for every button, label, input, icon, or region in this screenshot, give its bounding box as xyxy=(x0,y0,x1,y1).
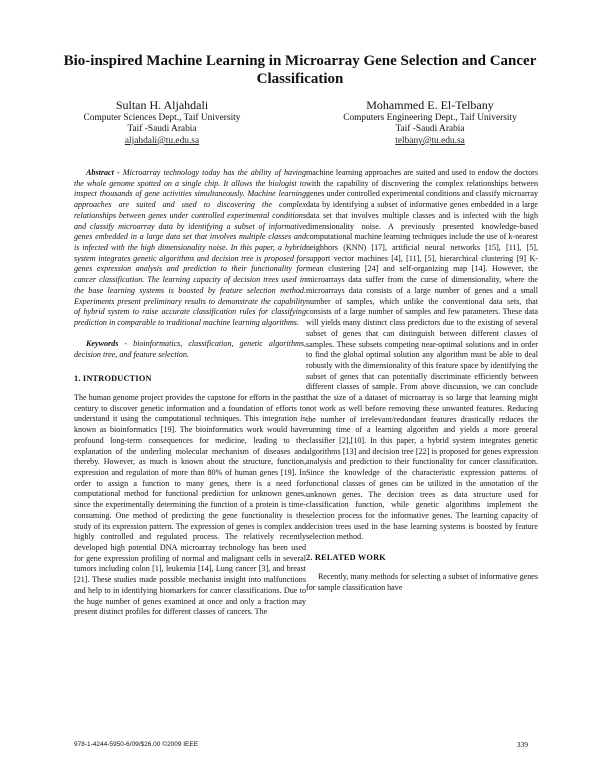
left-column xyxy=(74,168,306,618)
abstract-text: Microarray technology today has the ability of having the whole genome spotted on a single chip. It allows the biologist to inspect thousands of gene activities simultaneously. Machine learning approaches are suited and used to discovering the complex relationships between genes under controlled experimental conditions and classify microarray data by identifying a subset of informative genes embedded in a large data set that involves multiple classes and is infected with the high dimensionality noise. In this paper, a hybrid system integrates genetic algorithms and decision tree is proposed for genes expression analysis and prediction to their functionality for cancer classification. The learning capacity of decision trees used in the base learning systems is boosted by feature selection method. Experiments present preliminary results to demonstrate the capability of hybrid system to raise accurate classification rules for classifying prediction in comparable to traditional machine learning algorithms. xyxy=(74,168,306,328)
paper-title: Bio-inspired Machine Learning in Microarray Gene Selection and Cancer Classification xyxy=(63,53,537,87)
author-affiliation: Computers Engineering Dept., Taif University xyxy=(343,113,517,123)
author-block-2 xyxy=(320,98,540,147)
related-work-paragraph: Recently, many methods for selecting a subset of informative genes for sample classification have xyxy=(306,571,538,592)
author-email[interactable]: telbany@tu.edu.sa xyxy=(395,135,465,146)
page-number: 339 xyxy=(516,740,528,749)
footer-copyright: 978-1-4244-5950-6/09/$26.00 ©2009 IEEE xyxy=(74,741,199,748)
author-name: Mohammed E. El-Telbany xyxy=(366,98,494,112)
keywords-text: bioinformatics, classification, genetic algorithms, decision tree, and feature selection. xyxy=(74,338,307,359)
abstract xyxy=(74,168,306,329)
author-email[interactable]: aljahdali@tu.edu.sa xyxy=(124,135,200,146)
author-location: Taif -Saudi Arabia xyxy=(127,124,197,135)
author-affiliation: Computer Sciences Dept., Taif University xyxy=(83,113,241,123)
keywords xyxy=(74,339,306,360)
section-heading-introduction: 1. INTRODUCTION xyxy=(74,374,152,384)
author-location: Taif -Saudi Arabia xyxy=(395,124,465,135)
author-name: Sultan H. Aljahdali xyxy=(115,98,209,112)
author-block-1 xyxy=(52,98,272,147)
introduction-continued-paragraph: machine learning approaches are suited and used to endow the doctors with the capability of discovering the complex relationships between genes under controlled experimental conditions and classify microarray data by identifying a subset of informative genes embedded in a large data set that involves multiple classes and is infected with the high dimensionality noise. A previously presented knowledge-based computational machine learning techniques include the use of k-nearest neighbors (KNN) [17], artificial neural networks [15], [11], [5], support vector machines [4], [11], [5], hierarchical clustering [9] K-mean clustering [24] and self-organizing map [14]. However, the microarrays data suffer from the curse of dimensionality, where the microarrays data consists of a large number of genes and a small number of samples, which unlike the conventional data sets, that consists of a large number of samples and few parameters. These data will yields many distinct class predictors due to the existing of several subset of genes that can distinguish between different classes of samples. These subsets competing near-optimal solutions and in order to find the global optimal solution any algorithm must be able to deal robustly with the dimensionality of this feature space by identifying the subset of genes that can potentially discriminate efficiently between different classes of sample. From above discussion, we can conclude that the size of a dataset of microarray is so large that learning might not work as well before removing these unwanted features. Reducing the number of irrelevant/redundant features drastically reduces the running time of a learning algorithm and yields a more general classifier [2],[10]. In this paper, a hybrid system integrates genetic algorithms [13] and decision tree [22] is proposed for genes expression analysis and prediction to their functionality for cancer classification. Since the knowledge of the characteristic expression patterns of functional classes of genes can be utilized in the annotation of the unknown genes. The decision trees as data structure used for classification function, while genetic algorithms implement the selection process for the informative genes. The learning capacity of decision trees used in the base learning systems is boosted by feature selection method. xyxy=(306,168,538,542)
section-heading-related-work: 2. RELATED WORK xyxy=(306,553,386,563)
right-column xyxy=(306,168,538,593)
abstract-label: Abstract - xyxy=(86,168,120,177)
keywords-label: Keywords - xyxy=(86,338,128,348)
introduction-paragraph: The human genome project provides the capstone for efforts in the past century to discover genetic information and a foundation of efforts to understand it using the computational techniques. This integration is known as bioinformatics [19]. The bioinformatics work would have profound long-term consequences for medicine, leading to the explanation of the underling molecular mechanism of diseases and thereby. However, as much is known about the structure, function, expression and regulation of more than 80% of human genes [19]. In order to assign a function to many genes, there is a need for computational method for functional prediction for unknown genes, since the experimentally determining the function of a protein is time-consuming. One method of predicting the gene functionality is the study of its expression pattern. The expression of genes is complex and highly controlled and regulated process. The relatively recently developed high potential DNA microarray technology has been used for gene expression profiling of normal and malignant cells in several tumors including colon [1], leukemia [14], Lung cancer [3], and breast [21]. These studies made possible mechanist insight into malfunctions and help to in identifying biomarkers for cancer classifications. Due to the huge number of genes examined at once and only a fraction may present distinct profiles for different classes of cancers. The xyxy=(74,392,306,617)
